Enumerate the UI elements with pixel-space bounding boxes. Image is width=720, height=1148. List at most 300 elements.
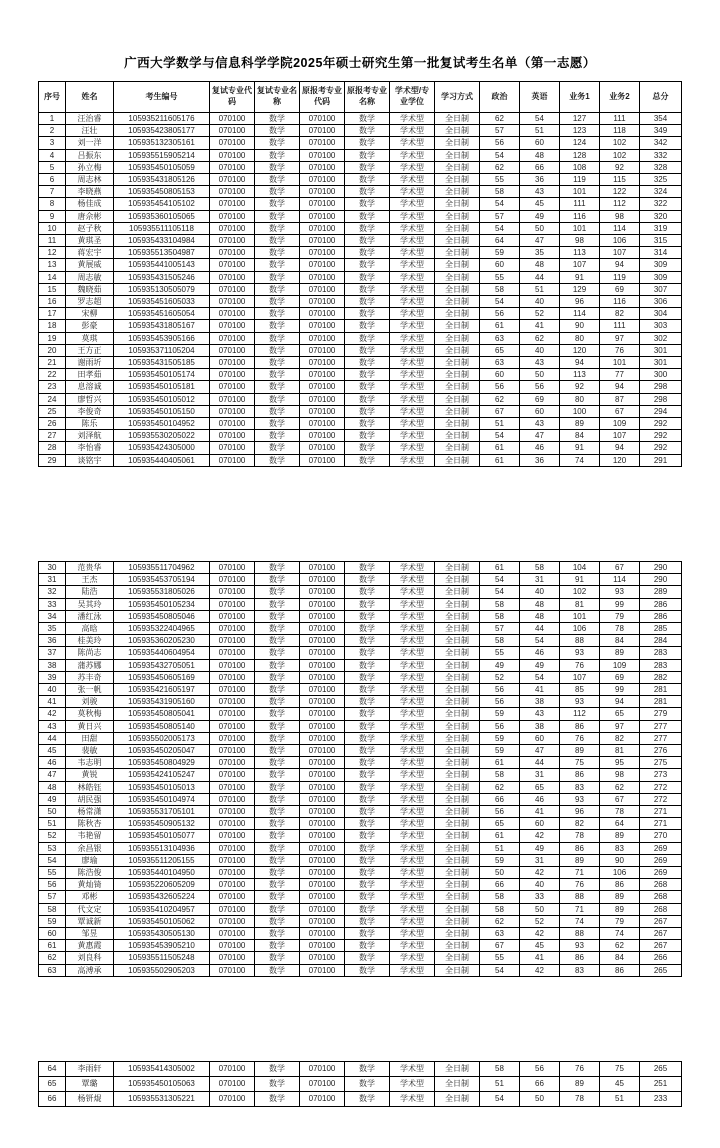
cell-subject2-score: 89 [600,891,640,903]
cell-candidate-id: 105935513504987 [114,247,210,259]
cell-candidate-id: 105935511205155 [114,854,210,866]
cell-original-major-code: 070100 [300,879,345,891]
column-header-degree-type: 学术型/专业学位 [390,82,435,113]
cell-retest-major-code: 070100 [210,744,255,756]
cell-english-score: 46 [520,793,560,805]
cell-subject2-score: 97 [600,332,640,344]
cell-index: 33 [39,598,66,610]
cell-retest-major-code: 070100 [210,854,255,866]
cell-study-mode: 全日制 [435,198,480,210]
cell-study-mode: 全日制 [435,561,480,573]
cell-english-score: 54 [520,635,560,647]
cell-subject1-score: 106 [560,622,600,634]
cell-index: 55 [39,866,66,878]
cell-subject2-score: 77 [600,369,640,381]
cell-subject1-score: 88 [560,927,600,939]
cell-subject2-score: 74 [600,927,640,939]
cell-subject1-score: 101 [560,186,600,198]
cell-degree-type: 学术型 [390,732,435,744]
cell-original-major-code: 070100 [300,940,345,952]
cell-subject2-score: 62 [600,781,640,793]
cell-retest-major-code: 070100 [210,793,255,805]
cell-original-major-name: 数学 [345,247,390,259]
table-row [39,405,682,417]
cell-degree-type: 学术型 [390,879,435,891]
cell-original-major-name: 数学 [345,720,390,732]
cell-retest-major-name: 数学 [255,793,300,805]
cell-original-major-code: 070100 [300,964,345,976]
table-row [39,830,682,842]
cell-original-major-name: 数学 [345,149,390,161]
cell-politics-score: 54 [480,430,520,442]
cell-subject1-score: 80 [560,393,600,405]
cell-english-score: 60 [520,137,560,149]
cell-english-score: 33 [520,891,560,903]
cell-candidate-id: 105935421605197 [114,683,210,695]
cell-candidate-id: 105935450804929 [114,757,210,769]
table-row [39,1076,682,1091]
cell-retest-major-name: 数学 [255,174,300,186]
cell-candidate-id: 105935450105150 [114,405,210,417]
cell-index: 5 [39,161,66,173]
cell-study-mode: 全日制 [435,793,480,805]
cell-subject1-score: 76 [560,659,600,671]
table-row [39,393,682,405]
cell-subject2-score: 115 [600,174,640,186]
cell-english-score: 42 [520,830,560,842]
cell-index: 50 [39,805,66,817]
cell-subject2-score: 101 [600,357,640,369]
cell-subject1-score: 88 [560,635,600,647]
cell-total-score: 292 [640,418,682,430]
cell-candidate-id: 105935453905210 [114,940,210,952]
cell-study-mode: 全日制 [435,369,480,381]
cell-total-score: 275 [640,757,682,769]
cell-degree-type: 学术型 [390,769,435,781]
cell-subject2-score: 92 [600,161,640,173]
cell-index: 26 [39,418,66,430]
cell-index: 49 [39,793,66,805]
column-header-candidate-id: 考生编号 [114,82,210,113]
cell-subject2-score: 95 [600,757,640,769]
cell-politics-score: 51 [480,1076,520,1091]
cell-subject2-score: 94 [600,381,640,393]
cell-subject2-score: 84 [600,952,640,964]
cell-retest-major-name: 数学 [255,757,300,769]
cell-english-score: 42 [520,866,560,878]
cell-original-major-name: 数学 [345,271,390,283]
cell-original-major-name: 数学 [345,235,390,247]
cell-candidate-id: 105935424105247 [114,769,210,781]
cell-degree-type: 学术型 [390,598,435,610]
cell-retest-major-name: 数学 [255,622,300,634]
cell-retest-major-code: 070100 [210,320,255,332]
cell-original-major-name: 数学 [345,454,390,466]
cell-candidate-id: 105935431505185 [114,357,210,369]
cell-candidate-id: 105935423805177 [114,125,210,137]
cell-name: 张一帆 [66,683,114,695]
cell-original-major-code: 070100 [300,769,345,781]
cell-original-major-name: 数学 [345,198,390,210]
cell-retest-major-name: 数学 [255,842,300,854]
cell-candidate-id: 105935360205230 [114,635,210,647]
candidate-table-block-3 [38,1061,682,1107]
column-header-subject2-score: 业务2 [600,82,640,113]
cell-retest-major-code: 070100 [210,161,255,173]
table-row [39,198,682,210]
cell-name: 代文定 [66,903,114,915]
cell-index: 30 [39,561,66,573]
cell-index: 15 [39,283,66,295]
cell-original-major-name: 数学 [345,113,390,125]
cell-total-score: 324 [640,186,682,198]
cell-original-major-code: 070100 [300,332,345,344]
cell-index: 4 [39,149,66,161]
table-row [39,854,682,866]
cell-original-major-name: 数学 [345,1061,390,1076]
cell-subject2-score: 64 [600,818,640,830]
cell-degree-type: 学术型 [390,805,435,817]
cell-original-major-name: 数学 [345,259,390,271]
cell-politics-score: 64 [480,235,520,247]
cell-subject2-score: 81 [600,744,640,756]
cell-total-score: 284 [640,635,682,647]
cell-retest-major-code: 070100 [210,1091,255,1106]
cell-politics-score: 65 [480,818,520,830]
cell-original-major-code: 070100 [300,781,345,793]
cell-degree-type: 学术型 [390,1091,435,1106]
cell-english-score: 47 [520,744,560,756]
cell-degree-type: 学术型 [390,720,435,732]
cell-degree-type: 学术型 [390,610,435,622]
cell-subject2-score: 69 [600,671,640,683]
cell-english-score: 56 [520,381,560,393]
table-row [39,149,682,161]
cell-index: 18 [39,320,66,332]
table-row [39,247,682,259]
cell-retest-major-name: 数学 [255,769,300,781]
cell-original-major-code: 070100 [300,598,345,610]
cell-politics-score: 57 [480,622,520,634]
cell-study-mode: 全日制 [435,757,480,769]
cell-study-mode: 全日制 [435,769,480,781]
table-row [39,454,682,466]
cell-politics-score: 66 [480,793,520,805]
cell-politics-score: 65 [480,344,520,356]
cell-total-score: 298 [640,393,682,405]
cell-politics-score: 62 [480,393,520,405]
cell-total-score: 283 [640,659,682,671]
cell-original-major-code: 070100 [300,671,345,683]
cell-subject2-score: 116 [600,296,640,308]
cell-subject1-score: 123 [560,125,600,137]
cell-politics-score: 54 [480,222,520,234]
cell-total-score: 314 [640,247,682,259]
cell-retest-major-name: 数学 [255,222,300,234]
cell-retest-major-code: 070100 [210,125,255,137]
table-row [39,125,682,137]
cell-original-major-name: 数学 [345,647,390,659]
cell-original-major-name: 数学 [345,903,390,915]
cell-subject1-score: 96 [560,805,600,817]
cell-original-major-code: 070100 [300,381,345,393]
cell-total-score: 319 [640,222,682,234]
cell-original-major-code: 070100 [300,454,345,466]
table-row [39,915,682,927]
cell-degree-type: 学术型 [390,830,435,842]
cell-politics-score: 50 [480,866,520,878]
cell-english-score: 48 [520,149,560,161]
cell-total-score: 302 [640,332,682,344]
cell-original-major-code: 070100 [300,113,345,125]
cell-politics-score: 52 [480,671,520,683]
cell-retest-major-name: 数学 [255,952,300,964]
cell-study-mode: 全日制 [435,161,480,173]
cell-subject2-score: 67 [600,793,640,805]
cell-total-score: 298 [640,381,682,393]
cell-index: 10 [39,222,66,234]
cell-english-score: 36 [520,174,560,186]
cell-retest-major-code: 070100 [210,561,255,573]
cell-subject1-score: 84 [560,430,600,442]
cell-total-score: 315 [640,235,682,247]
cell-subject2-score: 107 [600,247,640,259]
cell-degree-type: 学术型 [390,793,435,805]
cell-candidate-id: 105935432705051 [114,659,210,671]
cell-subject1-score: 107 [560,671,600,683]
cell-original-major-code: 070100 [300,210,345,222]
cell-english-score: 31 [520,854,560,866]
cell-english-score: 35 [520,247,560,259]
cell-study-mode: 全日制 [435,222,480,234]
cell-retest-major-name: 数学 [255,296,300,308]
table-row [39,744,682,756]
cell-original-major-code: 070100 [300,610,345,622]
cell-study-mode: 全日制 [435,113,480,125]
cell-retest-major-code: 070100 [210,598,255,610]
cell-name: 陈乐 [66,418,114,430]
cell-subject1-score: 83 [560,781,600,793]
cell-total-score: 354 [640,113,682,125]
cell-retest-major-name: 数学 [255,393,300,405]
cell-name: 蒲苏娜 [66,659,114,671]
cell-original-major-name: 数学 [345,574,390,586]
cell-total-score: 307 [640,283,682,295]
cell-candidate-id: 105935431905160 [114,696,210,708]
cell-subject1-score: 124 [560,137,600,149]
cell-degree-type: 学术型 [390,283,435,295]
cell-retest-major-code: 070100 [210,720,255,732]
cell-study-mode: 全日制 [435,720,480,732]
cell-name: 潘红泳 [66,610,114,622]
cell-name: 黄琪圣 [66,235,114,247]
cell-degree-type: 学术型 [390,854,435,866]
cell-candidate-id: 105935220605209 [114,879,210,891]
cell-politics-score: 56 [480,805,520,817]
cell-retest-major-code: 070100 [210,964,255,976]
cell-retest-major-code: 070100 [210,308,255,320]
cell-retest-major-name: 数学 [255,320,300,332]
cell-degree-type: 学术型 [390,235,435,247]
cell-retest-major-code: 070100 [210,842,255,854]
cell-politics-score: 55 [480,174,520,186]
cell-study-mode: 全日制 [435,879,480,891]
cell-politics-score: 55 [480,271,520,283]
cell-subject1-score: 104 [560,561,600,573]
cell-study-mode: 全日制 [435,149,480,161]
cell-subject1-score: 76 [560,732,600,744]
cell-index: 37 [39,647,66,659]
cell-index: 58 [39,903,66,915]
cell-name: 吕振东 [66,149,114,161]
cell-original-major-name: 数学 [345,635,390,647]
cell-english-score: 58 [520,561,560,573]
cell-candidate-id: 105935430505130 [114,927,210,939]
cell-study-mode: 全日制 [435,830,480,842]
cell-original-major-name: 数学 [345,610,390,622]
cell-retest-major-code: 070100 [210,915,255,927]
cell-name: 韦志明 [66,757,114,769]
cell-subject1-score: 86 [560,952,600,964]
cell-subject1-score: 94 [560,357,600,369]
cell-candidate-id: 105935450105013 [114,781,210,793]
cell-retest-major-name: 数学 [255,830,300,842]
cell-original-major-name: 数学 [345,174,390,186]
cell-politics-score: 54 [480,586,520,598]
cell-subject1-score: 78 [560,1091,600,1106]
cell-retest-major-code: 070100 [210,430,255,442]
cell-retest-major-code: 070100 [210,137,255,149]
cell-original-major-code: 070100 [300,393,345,405]
cell-politics-score: 54 [480,296,520,308]
cell-politics-score: 62 [480,113,520,125]
table-row [39,210,682,222]
cell-original-major-code: 070100 [300,308,345,320]
cell-name: 黄锐 [66,769,114,781]
cell-study-mode: 全日制 [435,586,480,598]
cell-politics-score: 56 [480,720,520,732]
cell-retest-major-name: 数学 [255,259,300,271]
cell-retest-major-code: 070100 [210,927,255,939]
cell-politics-score: 67 [480,405,520,417]
cell-retest-major-name: 数学 [255,879,300,891]
cell-index: 43 [39,720,66,732]
cell-original-major-name: 数学 [345,732,390,744]
cell-candidate-id: 105935502905203 [114,964,210,976]
cell-english-score: 50 [520,369,560,381]
cell-total-score: 267 [640,915,682,927]
cell-candidate-id: 105935451605054 [114,308,210,320]
cell-original-major-name: 数学 [345,744,390,756]
cell-study-mode: 全日制 [435,1061,480,1076]
table-row [39,708,682,720]
cell-study-mode: 全日制 [435,137,480,149]
cell-study-mode: 全日制 [435,598,480,610]
cell-candidate-id: 105935531705101 [114,805,210,817]
cell-politics-score: 62 [480,915,520,927]
cell-original-major-name: 数学 [345,659,390,671]
cell-subject2-score: 78 [600,805,640,817]
table-row [39,757,682,769]
table-row [39,879,682,891]
cell-study-mode: 全日制 [435,174,480,186]
cell-name: 陆浩 [66,586,114,598]
cell-study-mode: 全日制 [435,296,480,308]
cell-subject1-score: 120 [560,344,600,356]
cell-original-major-name: 数学 [345,818,390,830]
cell-degree-type: 学术型 [390,1076,435,1091]
cell-retest-major-name: 数学 [255,964,300,976]
cell-study-mode: 全日制 [435,1076,480,1091]
cell-total-score: 277 [640,720,682,732]
cell-politics-score: 58 [480,610,520,622]
cell-name: 高溥承 [66,964,114,976]
cell-original-major-name: 数学 [345,866,390,878]
cell-subject1-score: 91 [560,442,600,454]
cell-degree-type: 学术型 [390,393,435,405]
cell-index: 11 [39,235,66,247]
cell-candidate-id: 105935511505248 [114,952,210,964]
cell-original-major-code: 070100 [300,647,345,659]
cell-subject2-score: 89 [600,647,640,659]
cell-retest-major-code: 070100 [210,732,255,744]
cell-candidate-id: 105935132305161 [114,137,210,149]
cell-subject1-score: 82 [560,818,600,830]
table-row [39,344,682,356]
cell-original-major-name: 数学 [345,186,390,198]
cell-degree-type: 学术型 [390,659,435,671]
cell-study-mode: 全日制 [435,683,480,695]
cell-index: 44 [39,732,66,744]
cell-original-major-code: 070100 [300,842,345,854]
cell-candidate-id: 105935502005173 [114,732,210,744]
cell-index: 7 [39,186,66,198]
cell-study-mode: 全日制 [435,903,480,915]
column-header-politics-score: 政治 [480,82,520,113]
cell-subject1-score: 81 [560,598,600,610]
cell-name: 黄灿锜 [66,879,114,891]
cell-subject1-score: 100 [560,405,600,417]
cell-original-major-code: 070100 [300,283,345,295]
cell-original-major-code: 070100 [300,903,345,915]
cell-original-major-name: 数学 [345,586,390,598]
table-row [39,259,682,271]
cell-politics-score: 58 [480,891,520,903]
cell-subject1-score: 129 [560,283,600,295]
cell-candidate-id: 105935432605224 [114,891,210,903]
cell-degree-type: 学术型 [390,344,435,356]
cell-subject2-score: 87 [600,393,640,405]
cell-study-mode: 全日制 [435,732,480,744]
cell-subject2-score: 109 [600,659,640,671]
header-row [39,82,682,113]
cell-index: 32 [39,586,66,598]
cell-study-mode: 全日制 [435,842,480,854]
cell-degree-type: 学术型 [390,198,435,210]
cell-candidate-id: 105935513104936 [114,842,210,854]
table-row [39,332,682,344]
cell-original-major-name: 数学 [345,915,390,927]
table-row [39,720,682,732]
cell-original-major-name: 数学 [345,842,390,854]
table-row [39,842,682,854]
cell-subject2-score: 69 [600,283,640,295]
table-row [39,964,682,976]
cell-name: 周志敏 [66,271,114,283]
cell-candidate-id: 105935450105012 [114,393,210,405]
cell-index: 14 [39,271,66,283]
cell-study-mode: 全日制 [435,1091,480,1106]
